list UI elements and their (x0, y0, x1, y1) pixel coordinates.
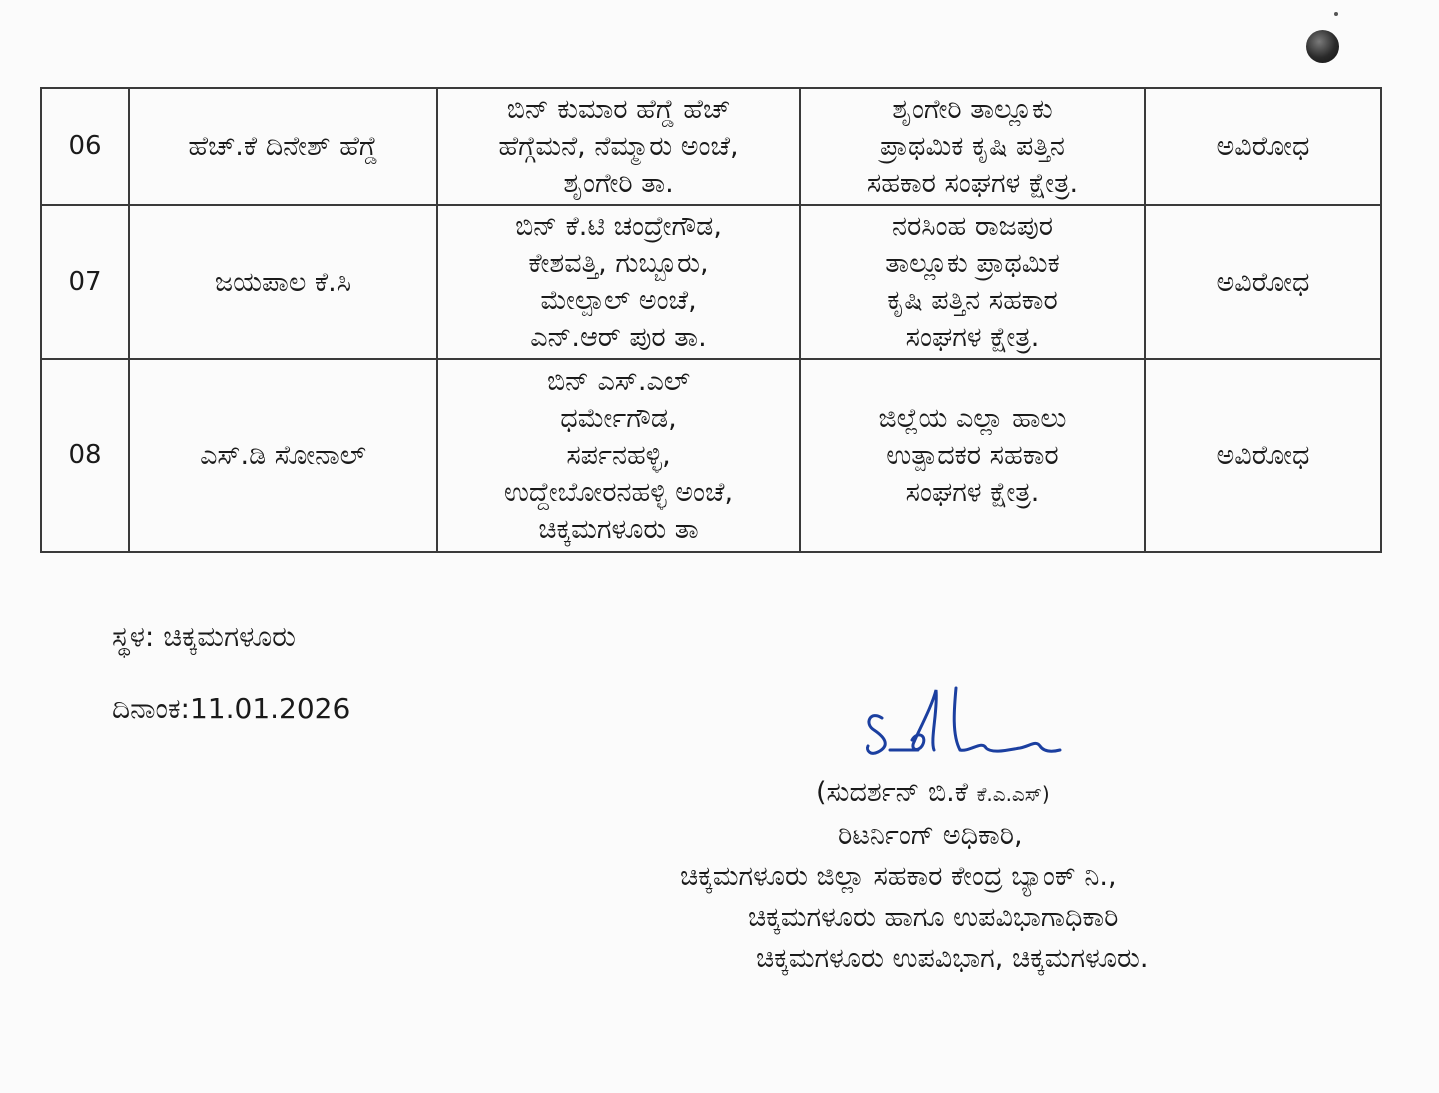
candidate-address (437, 205, 800, 359)
address-line: ಬಿನ್ ಎಸ್.ಎಲ್ (546, 366, 691, 397)
returning-officer-block (640, 772, 1360, 979)
address-line: ಧರ್ಮೇಗೌಡ, (560, 403, 677, 434)
election-status: ಅವಿರೋಧ (1145, 359, 1381, 552)
serial-number: 08 (41, 359, 129, 552)
address-line: ಎನ್.ಆರ್ ಪುರ ತಾ. (530, 322, 707, 353)
address-line: ಬಿನ್ ಕೆ.ಟಿ ಚಂದ್ರೇಗೌಡ, (515, 211, 722, 242)
serial-number: 07 (41, 205, 129, 359)
candidate-name: ಹೆಚ್.ಕೆ ದಿನೇಶ್ ಹೆಗ್ಡೆ (129, 88, 437, 205)
constituency-line: ಸಹಕಾರ ಸಂಘಗಳ ಕ್ಷೇತ್ರ. (866, 168, 1079, 199)
address-line: ಕೇಶವತ್ತಿ, ಗುಬ್ಬೂರು, (528, 248, 709, 279)
officer-service-suffix: ಕೆ.ಎ.ಎಸ್) (976, 782, 1050, 806)
election-status: ಅವಿರೋಧ (1145, 205, 1381, 359)
place-label: ಸ್ಥಳ: ಚಿಕ್ಕಮಗಳೂರು (112, 620, 296, 653)
constituency-line: ತಾಲ್ಲೂಕು ಪ್ರಾಥಮಿಕ (885, 248, 1060, 279)
table-row (41, 359, 1381, 552)
address-line: ಶೃಂಗೇರಿ ತಾ. (563, 168, 674, 199)
address-line: ಸರ್ಪನಹಳ್ಳಿ, (566, 440, 671, 471)
constituency-line: ಕೃಷಿ ಪತ್ತಿನ ಸಹಕಾರ (887, 285, 1058, 316)
nominee-table (40, 87, 1382, 553)
constituency-line: ಜಿಲ್ಲೆಯ ಎಲ್ಲಾ ಹಾಲು (878, 403, 1067, 434)
address-line: ಬಿನ್ ಕುಮಾರ ಹೆಗ್ಡೆ ಹೆಚ್ (506, 94, 731, 125)
paper-speck (1334, 12, 1338, 16)
address-line: ಹೆಗ್ಗೆಮನೆ, ನೆಮ್ಮಾರು ಅಂಚೆ, (498, 131, 739, 162)
constituency-line: ಸಂಘಗಳ ಕ್ಷೇತ್ರ. (905, 322, 1040, 353)
address-line: ಉದ್ದೇಬೋರನಹಳ್ಳಿ ಅಂಚೆ, (503, 477, 734, 508)
constituency-line: ನರಸಿಂಹ ರಾಜಪುರ (891, 211, 1054, 242)
candidate-address (437, 88, 800, 205)
election-status: ಅವಿರೋಧ (1145, 88, 1381, 205)
officer-bank: ಚಿಕ್ಕಮಗಳೂರು ಜಿಲ್ಲಾ ಸಹಕಾರ ಕೇಂದ್ರ ಬ್ಯಾಂಕ್ ನಿ., (680, 861, 1117, 892)
table-row (41, 88, 1381, 205)
officer-subdivision-line1: ಚಿಕ್ಕಮಗಳೂರು ಹಾಗೂ ಉಪವಿಭಾಗಾಧಿಕಾರಿ (748, 902, 1119, 933)
officer-subdivision-line2: ಚಿಕ್ಕಮಗಳೂರು ಉಪವಿಭಾಗ, ಚಿಕ್ಕಮಗಳೂರು. (756, 943, 1149, 974)
candidate-address (437, 359, 800, 552)
constituency-line: ಸಂಘಗಳ ಕ್ಷೇತ್ರ. (905, 477, 1040, 508)
officer-title: ರಿಟರ್ನಿಂಗ್ ಅಧಿಕಾರಿ, (838, 820, 1023, 851)
officer-name-line (640, 772, 1360, 815)
constituency (800, 359, 1145, 552)
candidate-name: ಜಯಪಾಲ ಕೆ.ಸಿ (129, 205, 437, 359)
constituency (800, 88, 1145, 205)
constituency-line: ಪ್ರಾಥಮಿಕ ಕೃಷಿ ಪತ್ತಿನ (880, 131, 1065, 162)
page-hole-mark (1306, 30, 1339, 63)
address-line: ಮೇಲ್ಪಾಲ್ ಅಂಚೆ, (540, 285, 697, 316)
constituency-line: ಶೃಂಗೇರಿ ತಾಲ್ಲೂಕು (892, 94, 1053, 125)
date-label: ದಿನಾಂಕ:11.01.2026 (112, 692, 351, 725)
officer-name: (ಸುದರ್ಶನ್ ಬಿ.ಕೆ (816, 777, 968, 808)
candidate-name: ಎಸ್.ಡಿ ಸೋನಾಲ್ (129, 359, 437, 552)
table-row (41, 205, 1381, 359)
serial-number: 06 (41, 88, 129, 205)
handwritten-signature (860, 680, 1090, 775)
constituency (800, 205, 1145, 359)
address-line: ಚಿಕ್ಕಮಗಳೂರು ತಾ (538, 514, 699, 545)
constituency-line: ಉತ್ಪಾದಕರ ಸಹಕಾರ (886, 440, 1059, 471)
